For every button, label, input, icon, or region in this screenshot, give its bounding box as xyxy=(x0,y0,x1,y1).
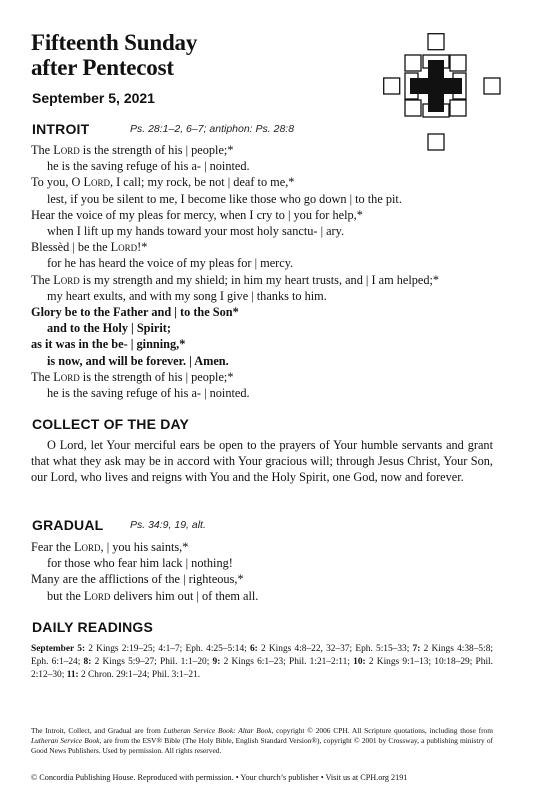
gradual-line: Fear the Lord, | you his saints,* xyxy=(31,540,189,554)
copyright-footnote: The Introit, Collect, and Gradual are from Lutheran Service Book: Altar Book, copyright © 2006 CPH. All Scripture quotations, including those from Lutheran Service Book, are from the ESV® Bible (The Holy Bible, English Standard Version®), copyright © 2001 by Crossway, a publishing ministry of Good News Publishers. Used by permission. All rights reserved. xyxy=(31,726,493,756)
reading-passages: 2 Kings 2:19–25; 4:1–7; Eph. 4:25–5:14; xyxy=(85,644,250,654)
reading-passages: 2 Kings 4:38–5:8; Eph. 6:1–24; xyxy=(31,644,494,667)
introit-line: he is the saving refuge of his a- | nointed. xyxy=(47,159,250,174)
service-date: September 5, 2021 xyxy=(32,90,155,106)
reading-day: 7: xyxy=(412,644,421,654)
gradual-text xyxy=(31,539,526,604)
reading-passages: 2 Kings 4:8–22, 32–37; Eph. 5:15–33; xyxy=(257,644,413,654)
gradual-line: Many are the afflictions of the | righteous,* xyxy=(31,572,244,587)
gradual-line: for those who fear him lack | nothing! xyxy=(47,556,233,571)
gradual-reference: Ps. 34:9, 19, alt. xyxy=(130,519,206,531)
introit-text xyxy=(31,142,526,401)
reading-day: 6: xyxy=(249,644,258,654)
gloria-patri-line: as it was in the be- | ginning,* xyxy=(31,337,186,352)
reading-day: 11: xyxy=(66,670,79,680)
introit-line: To you, O Lord, I call; my rock, be not | deaf to me,* xyxy=(31,175,295,190)
introit-line: he is the saving refuge of his a- | nointed. xyxy=(47,386,250,401)
gloria-patri-line: Glory be to the Father and | to the Son* xyxy=(31,305,239,320)
page-title xyxy=(31,30,197,80)
collect-heading: COLLECT OF THE DAY xyxy=(32,416,190,432)
reading-day: 9: xyxy=(212,657,221,667)
introit-line: Hear the voice of my pleas for mercy, when I cry to | you for help,* xyxy=(31,207,363,222)
introit-line: The Lord is the strength of his | people;* xyxy=(31,369,234,384)
introit-line: lest, if you be silent to me, I become like those who go down | to the pit. xyxy=(47,191,402,206)
cross-emblem-icon xyxy=(383,33,501,151)
reading-day: 10: xyxy=(353,657,366,667)
reading-passages: 2 Chron. 29:1–24; Phil. 3:1–21. xyxy=(78,670,201,680)
gloria-patri-line: is now, and will be forever. | Amen. xyxy=(47,353,229,368)
introit-reference: Ps. 28:1–2, 6–7; antiphon: Ps. 28:8 xyxy=(130,123,295,135)
reading-day: September 5: xyxy=(31,644,86,654)
introit-heading: INTROIT xyxy=(32,121,90,137)
gloria-patri-line: and to the Holy | Spirit; xyxy=(47,321,171,336)
gradual-heading: GRADUAL xyxy=(32,517,104,533)
reading-passages: 2 Kings 5:9–27; Phil. 1:1–20; xyxy=(91,657,213,667)
title-line-2: after Pentecost xyxy=(31,55,174,80)
collect-text: O Lord, let Your merciful ears be open to the prayers of Your humble servants and grant that what they ask may be in accord with Your gracious will; through Jesus Christ, Your Son, our Lord, who lives and reigns with You and the Holy Spirit, one God, now and forever. xyxy=(31,438,493,485)
introit-line: Blessèd | be the Lord!* xyxy=(31,240,148,255)
reading-passages: 2 Kings 9:1–13; 10:18–29; Phil. 2:12–30; xyxy=(31,657,493,680)
gradual-line: but the Lord delivers him out | of them all. xyxy=(47,588,259,603)
introit-line: The Lord is the strength of his | people;* xyxy=(31,143,234,157)
introit-line: when I lift up my hands toward your most holy sanctu- | ary. xyxy=(47,224,345,239)
introit-line: my heart exults, and with my song I give | thanks to him. xyxy=(47,288,327,303)
reading-day: 8: xyxy=(83,657,92,667)
publisher-credit: © Concordia Publishing House. Reproduced with permission. • Your church’s publisher • Visit us at CPH.org 2191 xyxy=(31,773,408,782)
daily-readings-text xyxy=(31,643,493,682)
reading-passages: 2 Kings 6:1–23; Phil. 1:21–2:11; xyxy=(220,657,354,667)
daily-readings-heading: DAILY READINGS xyxy=(32,619,154,635)
introit-line: The Lord is my strength and my shield; in him my heart trusts, and | I am helped;* xyxy=(31,272,440,287)
title-line-1: Fifteenth Sunday xyxy=(31,30,198,55)
introit-line: for he has heard the voice of my pleas for | mercy. xyxy=(47,256,294,271)
